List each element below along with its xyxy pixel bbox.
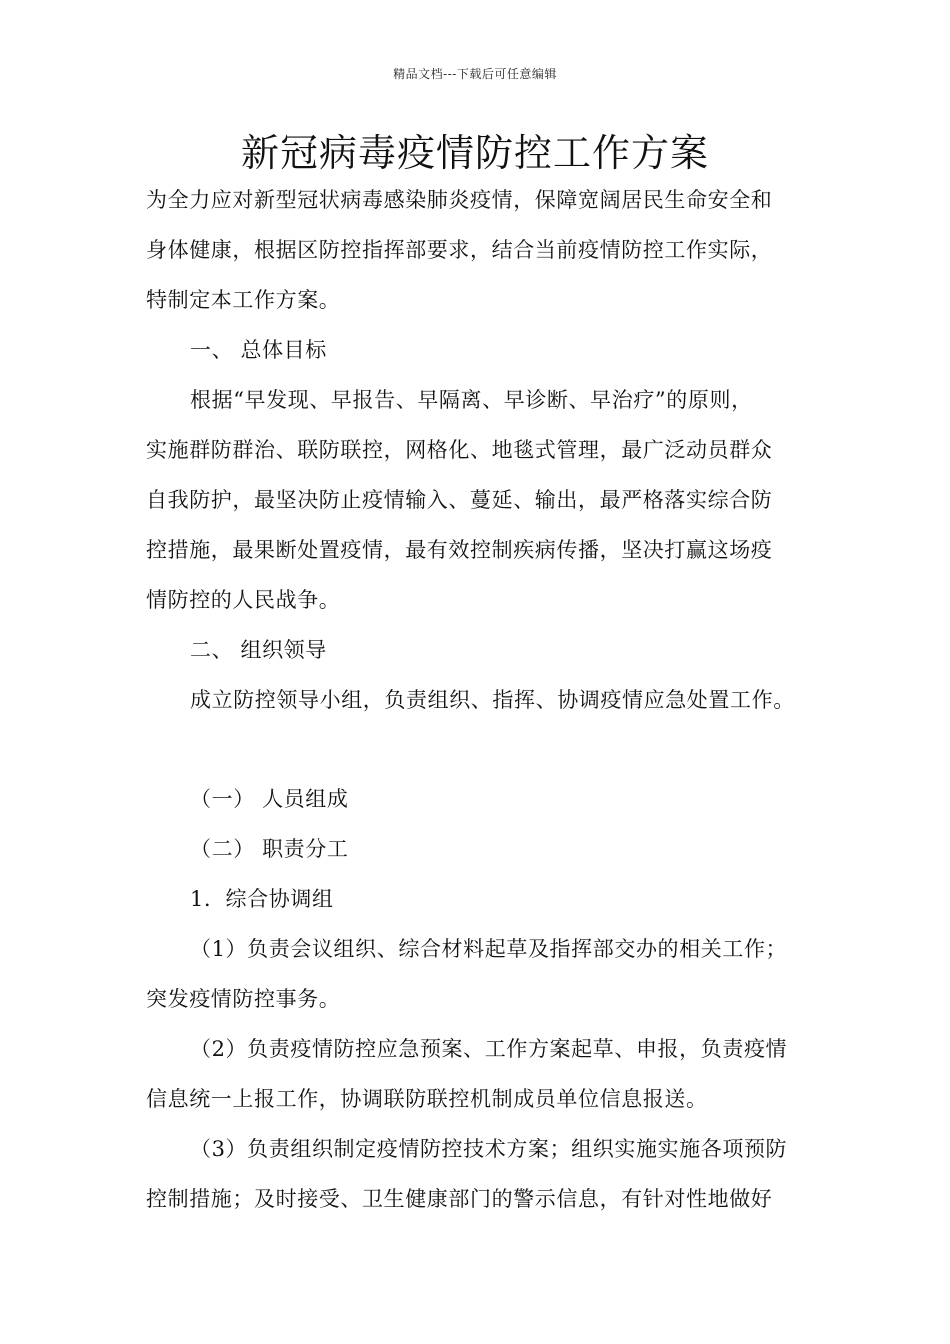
paragraph-line: 根据“早发现、早报告、早隔离、早诊断、早治疗”的原则， (190, 388, 753, 412)
paragraph-line: 为全力应对新型冠状病毒感染肺炎疫情，保障宽阔居民生命安全和 (146, 188, 773, 212)
paragraph-line: 自我防护，最坚决防止疫情输入、蔓延、输出，最严格落实综合防 (146, 488, 773, 512)
paragraph-line: 信息统一上报工作，协调联防联控机制成员单位信息报送。 (146, 1087, 708, 1111)
subsection-heading: （二） 职责分工 (190, 837, 349, 861)
paragraph-line: 实施群防群治、联防联控，网格化、地毯式管理，最广泛动员群众 (146, 438, 773, 462)
paragraph-line: 身体健康，根据区防控指挥部要求，结合当前疫情防控工作实际， (146, 238, 773, 262)
subsection-heading: 1．综合协调组 (190, 887, 334, 911)
section-heading: 一、 总体目标 (190, 338, 327, 362)
paragraph-line: 特制定本工作方案。 (146, 288, 341, 312)
paragraph-line: 控措施，最果断处置疫情，最有效控制疾病传播，坚决打赢这场疫 (146, 538, 773, 562)
subsection-heading: （一） 人员组成 (190, 787, 349, 811)
section-heading: 二、 组织领导 (190, 638, 327, 662)
paragraph-line: 成立防控领导小组，负责组织、指挥、协调疫情应急处置工作。 (190, 688, 795, 712)
document-title: 新冠病毒疫情防控工作方案 (240, 131, 709, 175)
paragraph-line: 情防控的人民战争。 (146, 588, 341, 612)
paragraph-line: （2）负责疫情防控应急预案、工作方案起草、申报，负责疫情 (190, 1037, 788, 1061)
paragraph-line: （3）负责组织制定疫情防控技术方案；组织实施实施各项预防 (190, 1137, 788, 1161)
header-note: 精品文档---下载后可任意编辑 (393, 67, 557, 81)
paragraph-line: 突发疫情防控事务。 (146, 987, 341, 1011)
paragraph-line: 控制措施；及时接受、卫生健康部门的警示信息，有针对性地做好 (146, 1187, 773, 1211)
paragraph-line: （1）负责会议组织、综合材料起草及指挥部交办的相关工作； (190, 937, 788, 961)
